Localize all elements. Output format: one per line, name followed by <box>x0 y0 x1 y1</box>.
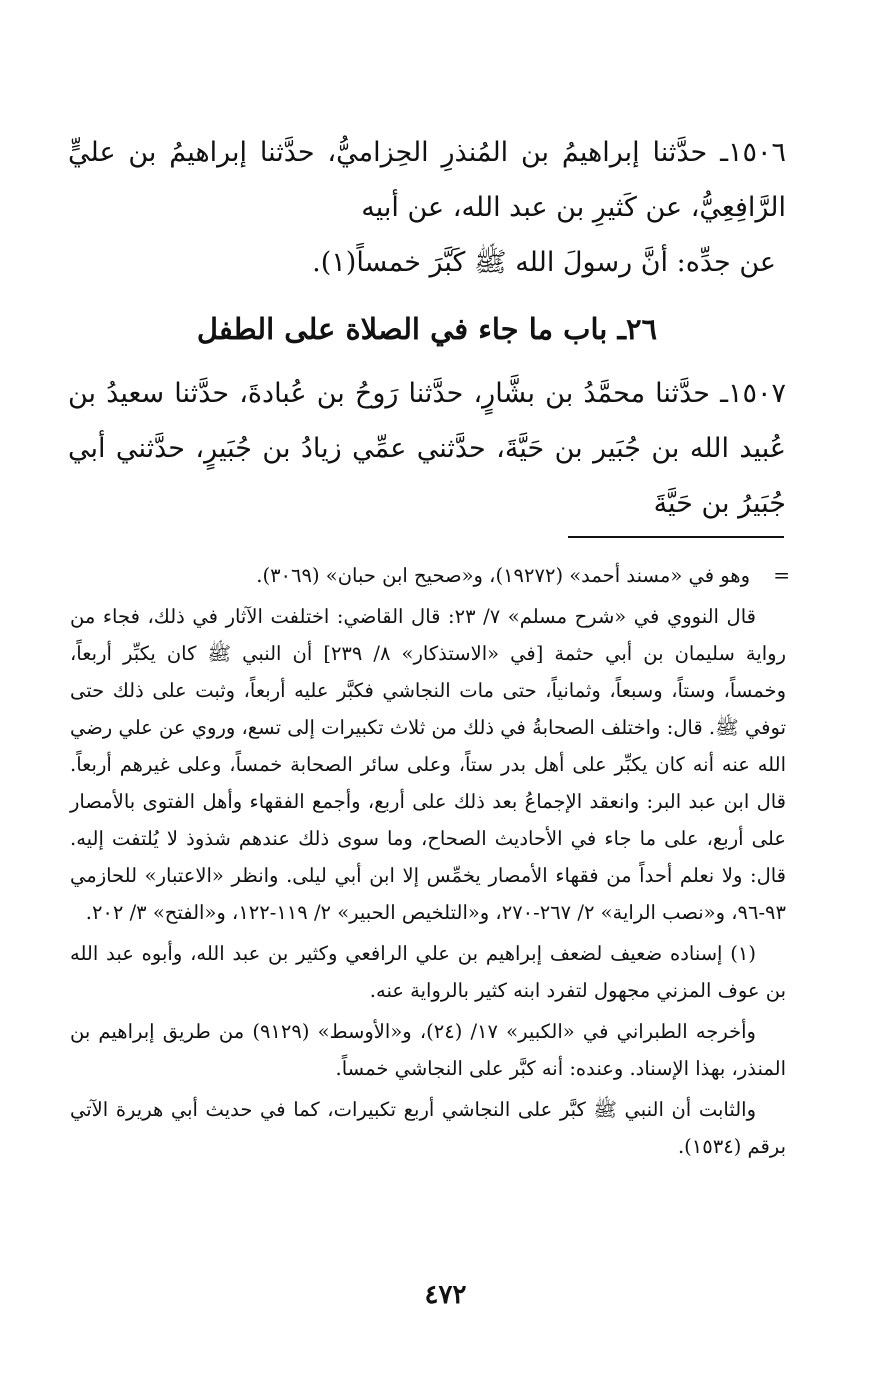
page-number: ٤٧٢ <box>424 1280 467 1310</box>
chapter-heading: ٢٦ـ باب ما جاء في الصلاة على الطفل <box>196 312 658 346</box>
footnote-continuation-text: وهو في «مسند أحمد» (١٩٢٧٢)، و«صحيح ابن حبان» (٣٠٦٩). <box>256 564 750 587</box>
footnote-thabit: والثابت أن النبي ﷺ كبَّر على النجاشي أربع تكبيرات، كما في حديث أبي هريرة الآتي برقم (١٥٣٤). <box>70 1098 786 1158</box>
footnote-tabarani: وأخرجه الطبراني في «الكبير» ١٧/ (٢٤)، و«الأوسط» (٩١٢٩) من طريق إبراهيم بن المنذر، بهذا الإسناد. وعنده: أنه كبَّر على النجاشي خمساً. <box>70 1020 786 1080</box>
footnote-continuation <box>70 557 790 594</box>
footnote-1: (١) إسناده ضعيف لضعف إبراهيم بن علي الرافعي وكثير بن عبد الله، وأبوه عبد الله بن عوف المزني مجهول لتفرد ابنه كثير بالرواية عنه. <box>70 942 786 1002</box>
hadith-1506-matn: عن جدِّه: أنَّ رسولَ الله ﷺ كَبَّرَ خمساً(١). <box>312 247 776 278</box>
footnote-nawawi: قال النووي في «شرح مسلم» ٧/ ٢٣: قال القاضي: اختلفت الآثار في ذلك، فجاء من رواية سليمان بن أبي حثمة [في «الاستذكار» ٨/ ٢٣٩] أن النبي ﷺ كان يكبِّر أربعاً، وخمساً، وستاً، وسبعاً، وثمانياً، حتى مات النجاشي فكبَّر عليه أربعاً، وثبت على ذلك حتى توفي ﷺ. قال: واختلف الصحابةُ في ذلك من ثلاث تكبيرات إلى تسع، وروي عن علي رضي الله عنه أنه كان يكبِّر على أهل بدر ستاً، وعلى سائر الصحابة خمساً، وعلى غيرهم أربعاً. قال ابن عبد البر: وانعقد الإجماعُ بعد ذلك على أربع، وأجمع الفقهاء وأهل الفتوى بالأمصار على أربع، على ما جاء في الأحاديث الصحاح، وما سوى ذلك عندهم شذوذ لا يُلتفت إليه. قال: ولا نعلم أحداً من فقهاء الأمصار يخمِّس إلا ابن أبي ليلى. وانظر «الاعتبار» للحازمي ٩٣-٩٦، و«نصب الراية» ٢/ ٢٦٧-٢٧٠، و«التلخيص الحبير» ٢/ ١١٩-١٢٢، و«الفتح» ٣/ ٢٠٢. <box>70 605 786 924</box>
hadith-1506-isnad: ١٥٠٦ـ حدَّثنا إبراهيمُ بن المُنذرِ الحِزاميُّ، حدَّثنا إبراهيمُ بن عليٍّ الرَّافِعِيُّ، عن كَثيرِ بن عبد الله، عن أبيه <box>68 137 786 223</box>
footnotes <box>70 557 790 1169</box>
main-text <box>68 125 786 531</box>
hadith-1506 <box>68 125 786 290</box>
footnote-separator <box>568 536 784 538</box>
hadith-1507: ١٥٠٧ـ حدَّثنا محمَّدُ بن بشَّارٍ، حدَّثنا رَوحُ بن عُبادةَ، حدَّثنا سعيدُ بن عُبيد الله بن جُبَير بن حَيَّةَ، حدَّثني عمِّي زيادُ بن جُبَيرٍ، حدَّثني أبي جُبَيرُ بن حَيَّةَ <box>68 378 786 519</box>
continuation-mark: = <box>773 563 790 587</box>
